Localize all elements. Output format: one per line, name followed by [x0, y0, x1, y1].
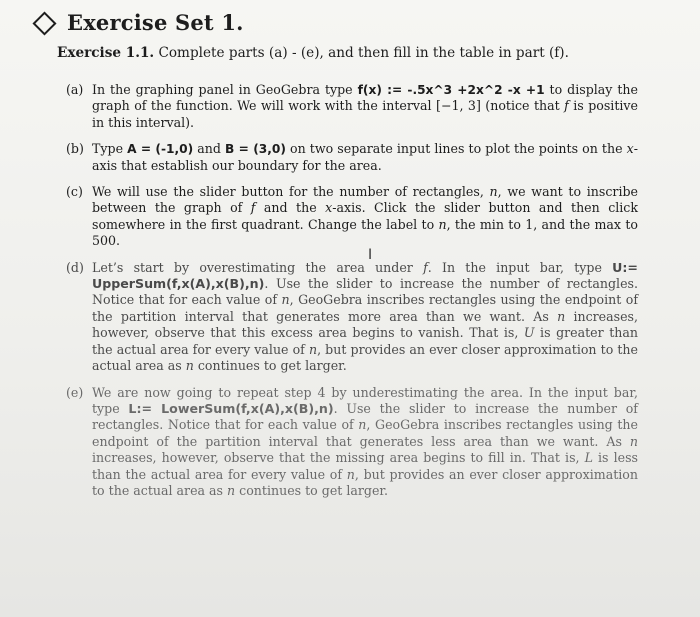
part-c-f: f — [250, 200, 256, 216]
part-b-code-b: B = (3,0) — [225, 142, 286, 157]
part-b-x: x — [626, 141, 634, 157]
exercise-set-title: Exercise Set 1. — [67, 10, 244, 35]
part-e-text-4: increases, however, observe that the missing area begins to fill in. That is, — [92, 450, 585, 466]
exercise-parts — [66, 82, 638, 509]
part-e-text-7: continues to get larger. — [235, 482, 389, 498]
part-a-f: f — [564, 98, 569, 114]
part-e — [66, 385, 638, 500]
part-d-text-8: continues to get larger. — [193, 358, 347, 374]
part-e-n-2: n — [629, 433, 638, 449]
part-c-n-2: n — [438, 216, 447, 232]
part-d-u: U — [523, 325, 535, 341]
part-c-text-1: We will use the slider button for the number of rectangles, — [92, 184, 490, 200]
part-d-code: U:= UpperSum(f,x(A),x(B),n) — [92, 259, 638, 292]
part-d-n-1: n — [281, 292, 290, 308]
part-d-text — [92, 260, 638, 375]
diamond-outline-icon — [32, 11, 56, 35]
part-d-text-5: increases, however, observe that this excess area begins to vanish. That is, — [92, 308, 638, 341]
part-c-n-1: n — [489, 184, 498, 200]
part-c — [66, 184, 638, 250]
part-c-text-4: -axis. Click the slider button and then click somewhere in the first quadrant. Change the label to — [92, 200, 638, 232]
exercise-instructions: Complete parts (a) - (e), and then fill in the table in part (f). — [158, 45, 569, 61]
part-e-text-2: . Use the slider to increase the number of rectangles. Notice that for each value of — [92, 400, 638, 433]
part-e-text-3: , GeoGebra inscribes rectangles using the endpoint of the partition interval that generates less area than we want. As — [92, 417, 638, 449]
part-b-text-3: on two separate input lines to plot the points on the — [285, 141, 627, 157]
part-c-label: (c) — [66, 184, 83, 200]
part-c-text-2: , we want to inscribe between the graph of — [92, 184, 638, 216]
text-cursor-icon: I — [368, 247, 373, 263]
part-b-label: (b) — [66, 141, 84, 157]
part-e-text-1: We are now going to repeat step 4 by underestimating the area. In the input bar, type — [92, 384, 638, 416]
part-e-code: L:= LowerSum(f,x(A),x(B),n) — [128, 400, 334, 416]
part-d-n-3: n — [308, 341, 318, 357]
part-b-text — [92, 141, 638, 174]
part-e-n-3: n — [346, 466, 355, 482]
exercise-intro — [57, 44, 657, 62]
part-a-code: f(x) := -.5x^3 +2x^2 -x +1 — [357, 83, 545, 97]
part-c-text-3: and the — [255, 200, 326, 216]
part-d-label: (d) — [66, 259, 84, 275]
part-c-text-5: , the min to 1, and the max to 500. — [92, 216, 638, 249]
part-d-text-7: , but provides an ever closer approximation to the actual area as — [92, 341, 638, 374]
part-d-n-4: n — [185, 358, 194, 374]
part-e-text-5: is less than the actual area for every value of — [92, 450, 638, 482]
part-a — [66, 82, 638, 131]
exercise-set-header — [36, 10, 244, 35]
part-b — [66, 141, 638, 174]
part-a-label: (a) — [66, 82, 84, 97]
part-d-text-3: . Use the slider to increase the number of rectangles. Notice that for each value of — [92, 276, 638, 308]
part-e-l: L — [584, 450, 593, 466]
part-a-text-3: is positive in this interval). — [92, 98, 638, 130]
part-e-label: (e) — [66, 384, 84, 400]
part-b-text-2: and — [193, 141, 226, 157]
part-d-text-4: , GeoGebra inscribes rectangles using the endpoint of the partition interval that generates more area than we want. As — [92, 292, 638, 324]
part-a-text-2: to display the graph of the function. We will work with the interval [−1, 3] (notice that — [92, 82, 638, 114]
part-d-f: f — [423, 259, 428, 275]
part-a-text-1: In the graphing panel in GeoGebra type — [92, 82, 358, 97]
part-e-n-4: n — [227, 482, 236, 498]
part-e-text-6: , but provides an ever closer approximation to the actual area as — [92, 466, 638, 498]
part-d-text-2: . In the input bar, type — [427, 259, 613, 275]
part-b-text-1: Type — [92, 141, 128, 157]
part-d-text-1: Let’s start by overestimating the area under — [92, 259, 424, 275]
part-e-n-1: n — [358, 417, 367, 433]
part-d — [66, 260, 638, 375]
part-b-text-4: -axis that establish our boundary for the area. — [92, 141, 638, 173]
part-d-text-6: is greater than the actual area for every value of — [92, 325, 638, 357]
part-e-text — [92, 385, 638, 500]
part-c-x: x — [325, 200, 333, 216]
part-d-n-2: n — [557, 308, 566, 324]
exercise-label: Exercise 1.1. — [57, 45, 155, 61]
part-a-text — [92, 82, 638, 131]
part-b-code-a: A = (-1,0) — [127, 142, 194, 157]
part-c-text — [92, 184, 638, 250]
